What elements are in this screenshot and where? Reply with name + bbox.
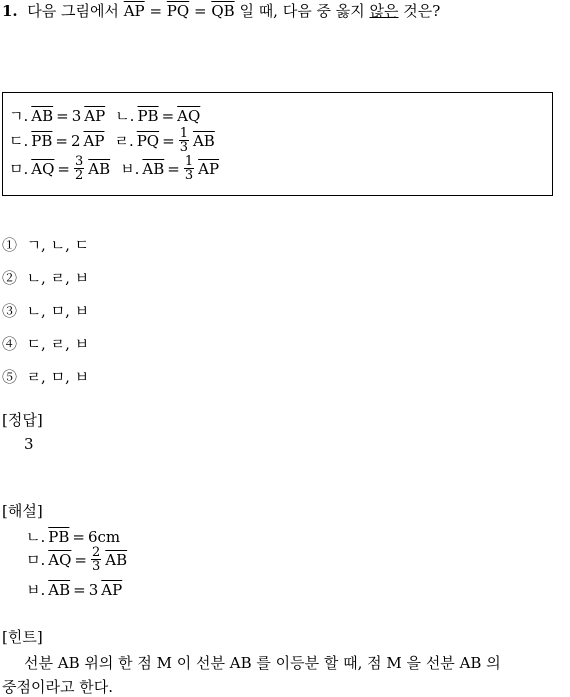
statement-rhs: $\overline{AP}$ [198,159,220,178]
choice-mark: ② [2,269,18,287]
choice-text: ㄱ, ㄴ, ㄷ [26,236,90,254]
statement-row-2 [9,127,215,154]
statement-label: ㄱ. [9,107,29,125]
statement-fraction [179,127,189,154]
statement-lhs: $\overline{AQ}$ [31,159,55,178]
explanation-label: ㅂ. [26,581,46,599]
statement-rhs: $\overline{AB}$ [88,159,111,178]
choice-4[interactable] [2,333,89,354]
question-prefix: 다음 그림에서 [27,2,119,20]
fraction-denominator: 2 [74,168,84,183]
explanation-rhs: 6cm [87,527,121,546]
hint-line-1: 선분 AB 위의 한 점 M 이 선분 AB 를 이등분 할 때, 점 M 을 선분 AB 의 [24,654,501,672]
fraction-denominator: 3 [179,140,188,155]
statement-fraction [74,155,84,182]
choice-text: ㄹ, ㅁ, ㅂ [26,368,90,386]
explanation-label: ㄴ. [26,528,46,546]
explanation-lhs: $\overline{AQ}$ [48,550,72,569]
question-mid: 일 때, 다음 중 옳지 [239,2,365,20]
answer-value: 3 [24,435,34,453]
question-suffix: 것은? [403,2,441,20]
statement-rhs: $\overline{AP}$ [83,131,105,150]
equals-sign: = [149,2,163,20]
choice-mark: ③ [2,302,18,320]
fraction-numerator: 2 [91,545,101,560]
choice-2[interactable] [2,267,89,288]
explanation-rhs: $\overline{AB}$ [105,550,128,569]
fraction-numerator: 1 [184,154,194,169]
statements-box [2,92,553,196]
statement-rhs: $\overline{AP}$ [84,106,106,125]
hint-line-2: 중점이라고 한다. [2,678,113,696]
explanation-label: ㅁ. [26,551,46,569]
explanation-rhs: $\overline{AP}$ [101,580,123,599]
statement-eq: = [55,131,68,150]
statement-coef: 2 [70,131,81,150]
statement-label: ㅂ. [120,160,140,178]
explanation-lhs: $\overline{AB}$ [48,580,71,599]
explanation-line-3 [26,579,122,600]
fraction-numerator: 3 [74,154,84,169]
choice-mark: ④ [2,335,18,353]
fraction-denominator: 3 [91,559,101,574]
equals-sign: = [193,2,207,20]
explanation-lhs: $\overline{PB}$ [48,527,70,546]
statement-label: ㄷ. [9,132,29,150]
choice-mark: ⑤ [2,368,18,386]
statement-eq: = [56,106,69,125]
explanation-eq: = [74,550,87,569]
statement-label: ㄴ. [115,107,135,125]
hint-heading: [힌트] [2,628,43,646]
statement-eq: = [161,106,175,125]
choice-text: ㄴ, ㄹ, ㅂ [26,269,90,287]
statement-row-3 [9,155,219,182]
statement-lhs: $\overline{PB}$ [31,131,53,150]
question-number: 1. [2,2,18,20]
statement-coef: 3 [71,106,82,125]
statement-lhs: $\overline{PB}$ [137,106,159,125]
choice-text: ㄴ, ㅁ, ㅂ [26,302,90,320]
statement-rhs: $\overline{AB}$ [192,131,215,150]
statement-label: ㄹ. [114,132,134,150]
question-stem [2,0,440,21]
statement-lhs: $\overline{AB}$ [31,106,54,125]
choice-text: ㄷ, ㄹ, ㅂ [26,335,90,353]
choice-mark: ① [2,236,18,254]
statement-eq: = [162,131,175,150]
statement-eq: = [57,159,70,178]
segment-ap: $\overline{AP}$ [123,2,145,20]
choice-5[interactable] [2,366,89,387]
explanation-line-1 [26,526,120,547]
explanation-heading: [해설] [2,502,43,520]
statement-rhs: $\overline{AQ}$ [177,106,201,125]
explanation-coef: 3 [88,580,99,599]
explanation-fraction [91,546,101,573]
statement-label: ㅁ. [9,160,29,178]
question-underlined: 않은 [369,2,399,20]
statement-lhs: $\overline{AB}$ [142,159,165,178]
explanation-eq: = [72,527,85,546]
statement-eq: = [167,159,180,178]
explanation-line-2 [26,546,127,573]
choice-3[interactable] [2,300,89,321]
segment-pq: $\overline{PQ}$ [166,2,190,20]
statement-lhs: $\overline{PQ}$ [136,131,160,150]
answer-heading: [정답] [2,411,43,429]
explanation-eq: = [73,580,86,599]
fraction-numerator: 1 [179,126,188,141]
segment-qb: $\overline{QB}$ [211,2,235,20]
fraction-denominator: 3 [184,168,194,183]
statement-row-1 [9,105,200,126]
choice-1[interactable] [2,234,89,255]
statement-fraction [184,155,194,182]
